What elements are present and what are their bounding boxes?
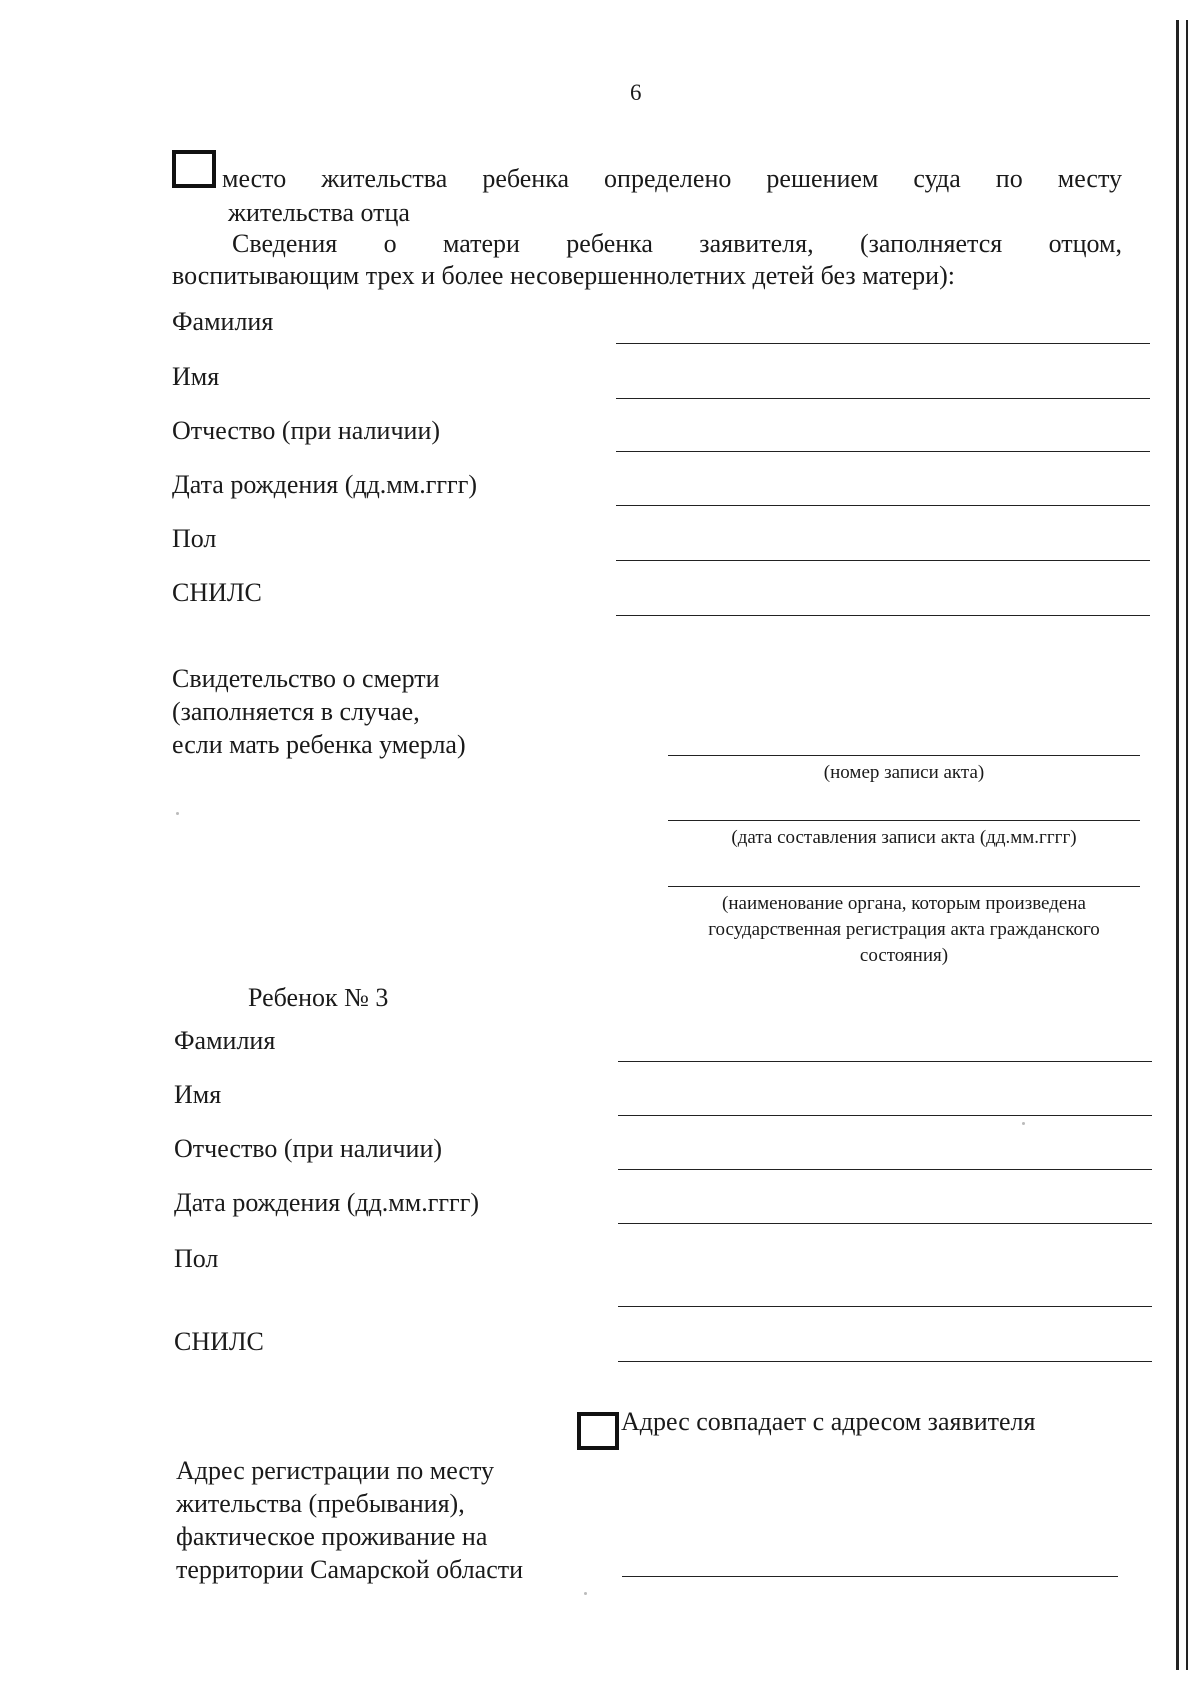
mother-name-label: Имя	[172, 362, 220, 391]
child3-surname-label: Фамилия	[174, 1026, 276, 1055]
death-certificate-label-line2: (заполняется в случае,	[172, 697, 420, 726]
mother-sex-label: Пол	[172, 524, 217, 553]
address-field[interactable]	[622, 1576, 1118, 1577]
court-decision-checkbox[interactable]	[172, 150, 216, 188]
mother-patronymic-label: Отчество (при наличии)	[172, 416, 441, 445]
mother-surname-label: Фамилия	[172, 307, 274, 336]
child3-birth-date-label: Дата рождения (дд.мм.гггг)	[174, 1188, 480, 1217]
mother-patronymic-field[interactable]	[616, 451, 1150, 452]
court-option-line2: жительства отца	[228, 198, 410, 227]
death-record-number-caption: (номер записи акта)	[823, 762, 985, 783]
death-record-number-field[interactable]	[668, 755, 1140, 756]
child3-patronymic-field[interactable]	[618, 1169, 1152, 1170]
child3-sex-field[interactable]	[618, 1306, 1152, 1307]
mother-sex-field[interactable]	[616, 560, 1150, 561]
mother-snils-field[interactable]	[616, 615, 1150, 616]
mother-birth-date-field[interactable]	[616, 505, 1150, 506]
scan-edge-line	[1176, 20, 1179, 1670]
mother-surname-field[interactable]	[616, 343, 1150, 344]
child3-patronymic-label: Отчество (при наличии)	[174, 1134, 443, 1163]
address-label-line2: жительства (пребывания),	[176, 1489, 465, 1518]
child3-heading: Ребенок № 3	[248, 983, 389, 1012]
death-record-date-caption: (дата составления записи акта (дд.мм.гггг)	[731, 827, 1077, 848]
child3-name-label: Имя	[174, 1080, 222, 1109]
address-label-line3: фактическое проживание на	[176, 1522, 488, 1551]
scan-speck	[584, 1592, 587, 1595]
child3-sex-label: Пол	[174, 1244, 219, 1273]
death-certificate-label-line3: если мать ребенка умерла)	[172, 730, 466, 759]
death-authority-caption-line1: (наименование органа, которым произведена	[722, 893, 1086, 914]
mother-snils-label: СНИЛС	[172, 578, 262, 607]
death-certificate-label-line1: Свидетельство о смерти	[172, 664, 440, 693]
scan-speck	[176, 812, 179, 815]
mother-name-field[interactable]	[616, 398, 1150, 399]
child3-snils-field[interactable]	[618, 1361, 1152, 1362]
child3-birth-date-field[interactable]	[618, 1223, 1152, 1224]
address-same-label: Адрес совпадает с адресом заявителя	[621, 1407, 1036, 1436]
address-label-line1: Адрес регистрации по месту	[176, 1456, 494, 1485]
death-record-date-field[interactable]	[668, 820, 1140, 821]
page-number: 6	[630, 80, 642, 105]
scan-speck	[1022, 1122, 1025, 1125]
child3-snils-label: СНИЛС	[174, 1327, 264, 1356]
child3-name-field[interactable]	[618, 1115, 1152, 1116]
mother-info-intro-line1: Сведения о матери ребенка заявителя, (заполняется отцом,	[232, 229, 1122, 258]
child3-surname-field[interactable]	[618, 1061, 1152, 1062]
mother-birth-date-label: Дата рождения (дд.мм.гггг)	[172, 470, 478, 499]
death-authority-caption-line3: состояния)	[859, 945, 949, 966]
death-authority-caption-line2: государственная регистрация акта гражданского	[708, 919, 1100, 940]
court-option-line1: место жительства ребенка определено решением суда по месту	[222, 164, 1122, 193]
mother-info-intro-line2: воспитывающим трех и более несовершеннолетних детей без матери):	[172, 261, 955, 290]
death-authority-field[interactable]	[668, 886, 1140, 887]
scan-edge-line	[1186, 20, 1188, 1670]
address-same-checkbox[interactable]	[577, 1412, 619, 1450]
address-label-line4: территории Самарской области	[176, 1555, 524, 1584]
